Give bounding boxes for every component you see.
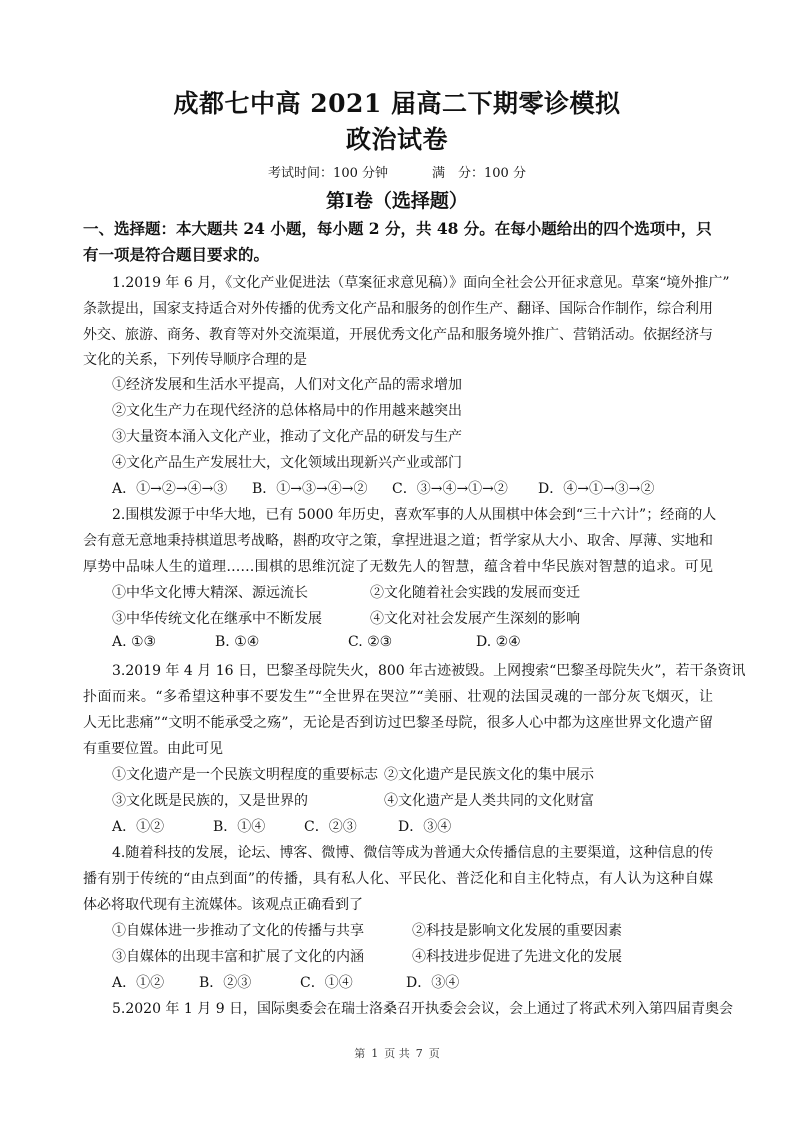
page-mid: 页 共 — [384, 1047, 410, 1060]
exam-time: 考试时间：100 分钟 — [268, 166, 388, 181]
exam-title: 成都七中高 2021 届高二下期零诊模拟 — [173, 89, 621, 118]
q3-item-3: ③文化既是民族的，又是世界的 — [112, 793, 308, 809]
q3-item-2: ②文化遗产是民族文化的集中展示 — [384, 767, 594, 783]
q3-stem-line-2: 扑面而来。“多希望这种事不要发生”“全世界在哭泣”“美丽、壮观的法国灵魂的一部分灰飞烟灭，让 — [83, 689, 713, 705]
q3-choice-c: C．②③ — [304, 819, 357, 835]
q2-choice-c: C. ②③ — [348, 634, 393, 650]
page-suffix: 页 — [428, 1047, 440, 1060]
q1-choice-d: D．④→①→③→② — [538, 481, 655, 497]
q4-choice-b: B．②③ — [199, 975, 252, 991]
q1-choice-c: C．③→④→①→② — [392, 481, 508, 497]
q2-choice-a: A. ①③ — [112, 634, 157, 650]
q1-item-4: ④文化产品生产发展壮大，文化领域出现新兴产业或部门 — [112, 455, 462, 471]
q4-item-3: ③自媒体的出现丰富和扩展了文化的内涵 — [112, 949, 364, 965]
q3-choice-b: B．①④ — [213, 819, 266, 835]
q1-choice-a: A．①→②→④→③ — [112, 481, 228, 497]
q2-item-1: ①中华文化博大精深、源远流长 — [112, 585, 308, 601]
q4-choice-c: C．①④ — [300, 975, 353, 991]
q3-stem-line-4: 有重要位置。由此可见 — [83, 741, 223, 757]
q2-item-2: ②文化随着社会实践的发展而变迁 — [370, 585, 580, 601]
q4-choice-d: D．③④ — [406, 975, 460, 991]
q4-stem-line-2: 播有别于传统的“由点到面”的传播，具有私人化、平民化、普泛化和自主化特点，有人认为这种自媒 — [83, 871, 713, 887]
exam-subject-title: 政治试卷 — [345, 125, 448, 154]
q1-stem-line-4: 文化的关系，下列传导顺序合理的是 — [83, 352, 307, 368]
q1-stem-line-2: 条款提出，国家支持适合对外传播的优秀文化产品和服务的创作生产、翻译、国际合作制作，综合利用 — [83, 301, 713, 317]
q2-item-3: ③中华传统文化在继承中不断发展 — [112, 611, 322, 627]
instruction-line-1: 一、选择题：本大题共 24 小题，每小题 2 分，共 48 分。在每小题给出的四个选项中，只 — [83, 219, 712, 238]
section-title: 第Ⅰ卷（选择题） — [326, 190, 468, 212]
q5-stem-line-1: 5.2020 年 1 月 9 日，国际奥委会在瑞士洛桑召开执委会会议，会上通过了将武术列入第四届青奥会 — [112, 1001, 734, 1017]
q1-stem-line-3: 外交、旅游、商务、教育等对外交流渠道，开展优秀文化产品和服务境外推广、营销活动。依据经济与 — [83, 327, 713, 343]
q4-item-2: ②科技是影响文化发展的重要因素 — [412, 923, 622, 939]
page-current: 1 — [371, 1047, 379, 1060]
q4-stem-line-1: 4.随着科技的发展，论坛、博客、微博、微信等成为普通大众传播信息的主要渠道，这种信息的传 — [112, 845, 714, 861]
q2-item-4: ④文化对社会发展产生深刻的影响 — [370, 611, 580, 627]
q4-item-4: ④科技进步促进了先进文化的发展 — [412, 949, 622, 965]
q3-stem-line-1: 3.2019 年 4 月 16 日，巴黎圣母院失火，800 年古迹被毁。上网搜索“巴黎圣母院失火”，若干条资讯 — [112, 663, 746, 679]
page-prefix: 第 — [354, 1047, 366, 1060]
q1-item-2: ②文化生产力在现代经济的总体格局中的作用越来越突出 — [112, 403, 462, 419]
q1-item-1: ①经济发展和生活水平提高，人们对文化产品的需求增加 — [112, 377, 462, 393]
page-total: 7 — [415, 1047, 423, 1060]
q4-item-1: ①自媒体进一步推动了文化的传播与共享 — [112, 923, 364, 939]
q2-stem-line-1: 2.围棋发源于中华大地，已有 5000 年历史，喜欢军事的人从围棋中体会到“三十六计”；经商的人 — [112, 507, 717, 523]
page-footer — [0, 1045, 794, 1061]
full-score: 满 分：100 分 — [432, 166, 526, 181]
q3-choice-a: A．①② — [112, 819, 165, 835]
q3-choice-d: D．③④ — [398, 819, 452, 835]
q2-stem-line-3: 厚势中品味人生的道理……围棋的思维沉淀了无数先人的智慧，蕴含着中华民族对智慧的追求。可见 — [83, 559, 713, 575]
q1-choice-b: B．①→③→④→② — [252, 481, 368, 497]
q1-item-3: ③大量资本涌入文化产业，推动了文化产品的研发与生产 — [112, 429, 462, 445]
exam-meta — [0, 162, 794, 181]
q2-choice-b: B. ①④ — [215, 634, 260, 650]
q3-item-4: ④文化遗产是人类共同的文化财富 — [384, 793, 594, 809]
q1-stem-line-1: 1.2019 年 6 月，《文化产业促进法（草案征求意见稿）》面向全社会公开征求意见。草案“境外推广” — [112, 275, 730, 291]
q2-choice-d: D. ②④ — [476, 634, 521, 650]
q4-choice-a: A．①② — [112, 975, 165, 991]
q3-stem-line-3: 人无比悲痛”“文明不能承受之殇”，无论是否到访过巴黎圣母院，很多人心中都为这座世界文化遗产留 — [83, 715, 713, 731]
q4-stem-line-3: 体必将取代现有主流媒体。该观点正确看到了 — [83, 897, 363, 913]
instruction-line-2: 有一项是符合题目要求的。 — [83, 245, 270, 264]
q2-stem-line-2: 会有意无意地秉持棋道思考战略，斟酌攻守之策，拿捏进退之道；哲学家从大小、取舍、厚薄、实地和 — [83, 533, 713, 549]
q3-item-1: ①文化遗产是一个民族文明程度的重要标志 — [112, 767, 378, 783]
